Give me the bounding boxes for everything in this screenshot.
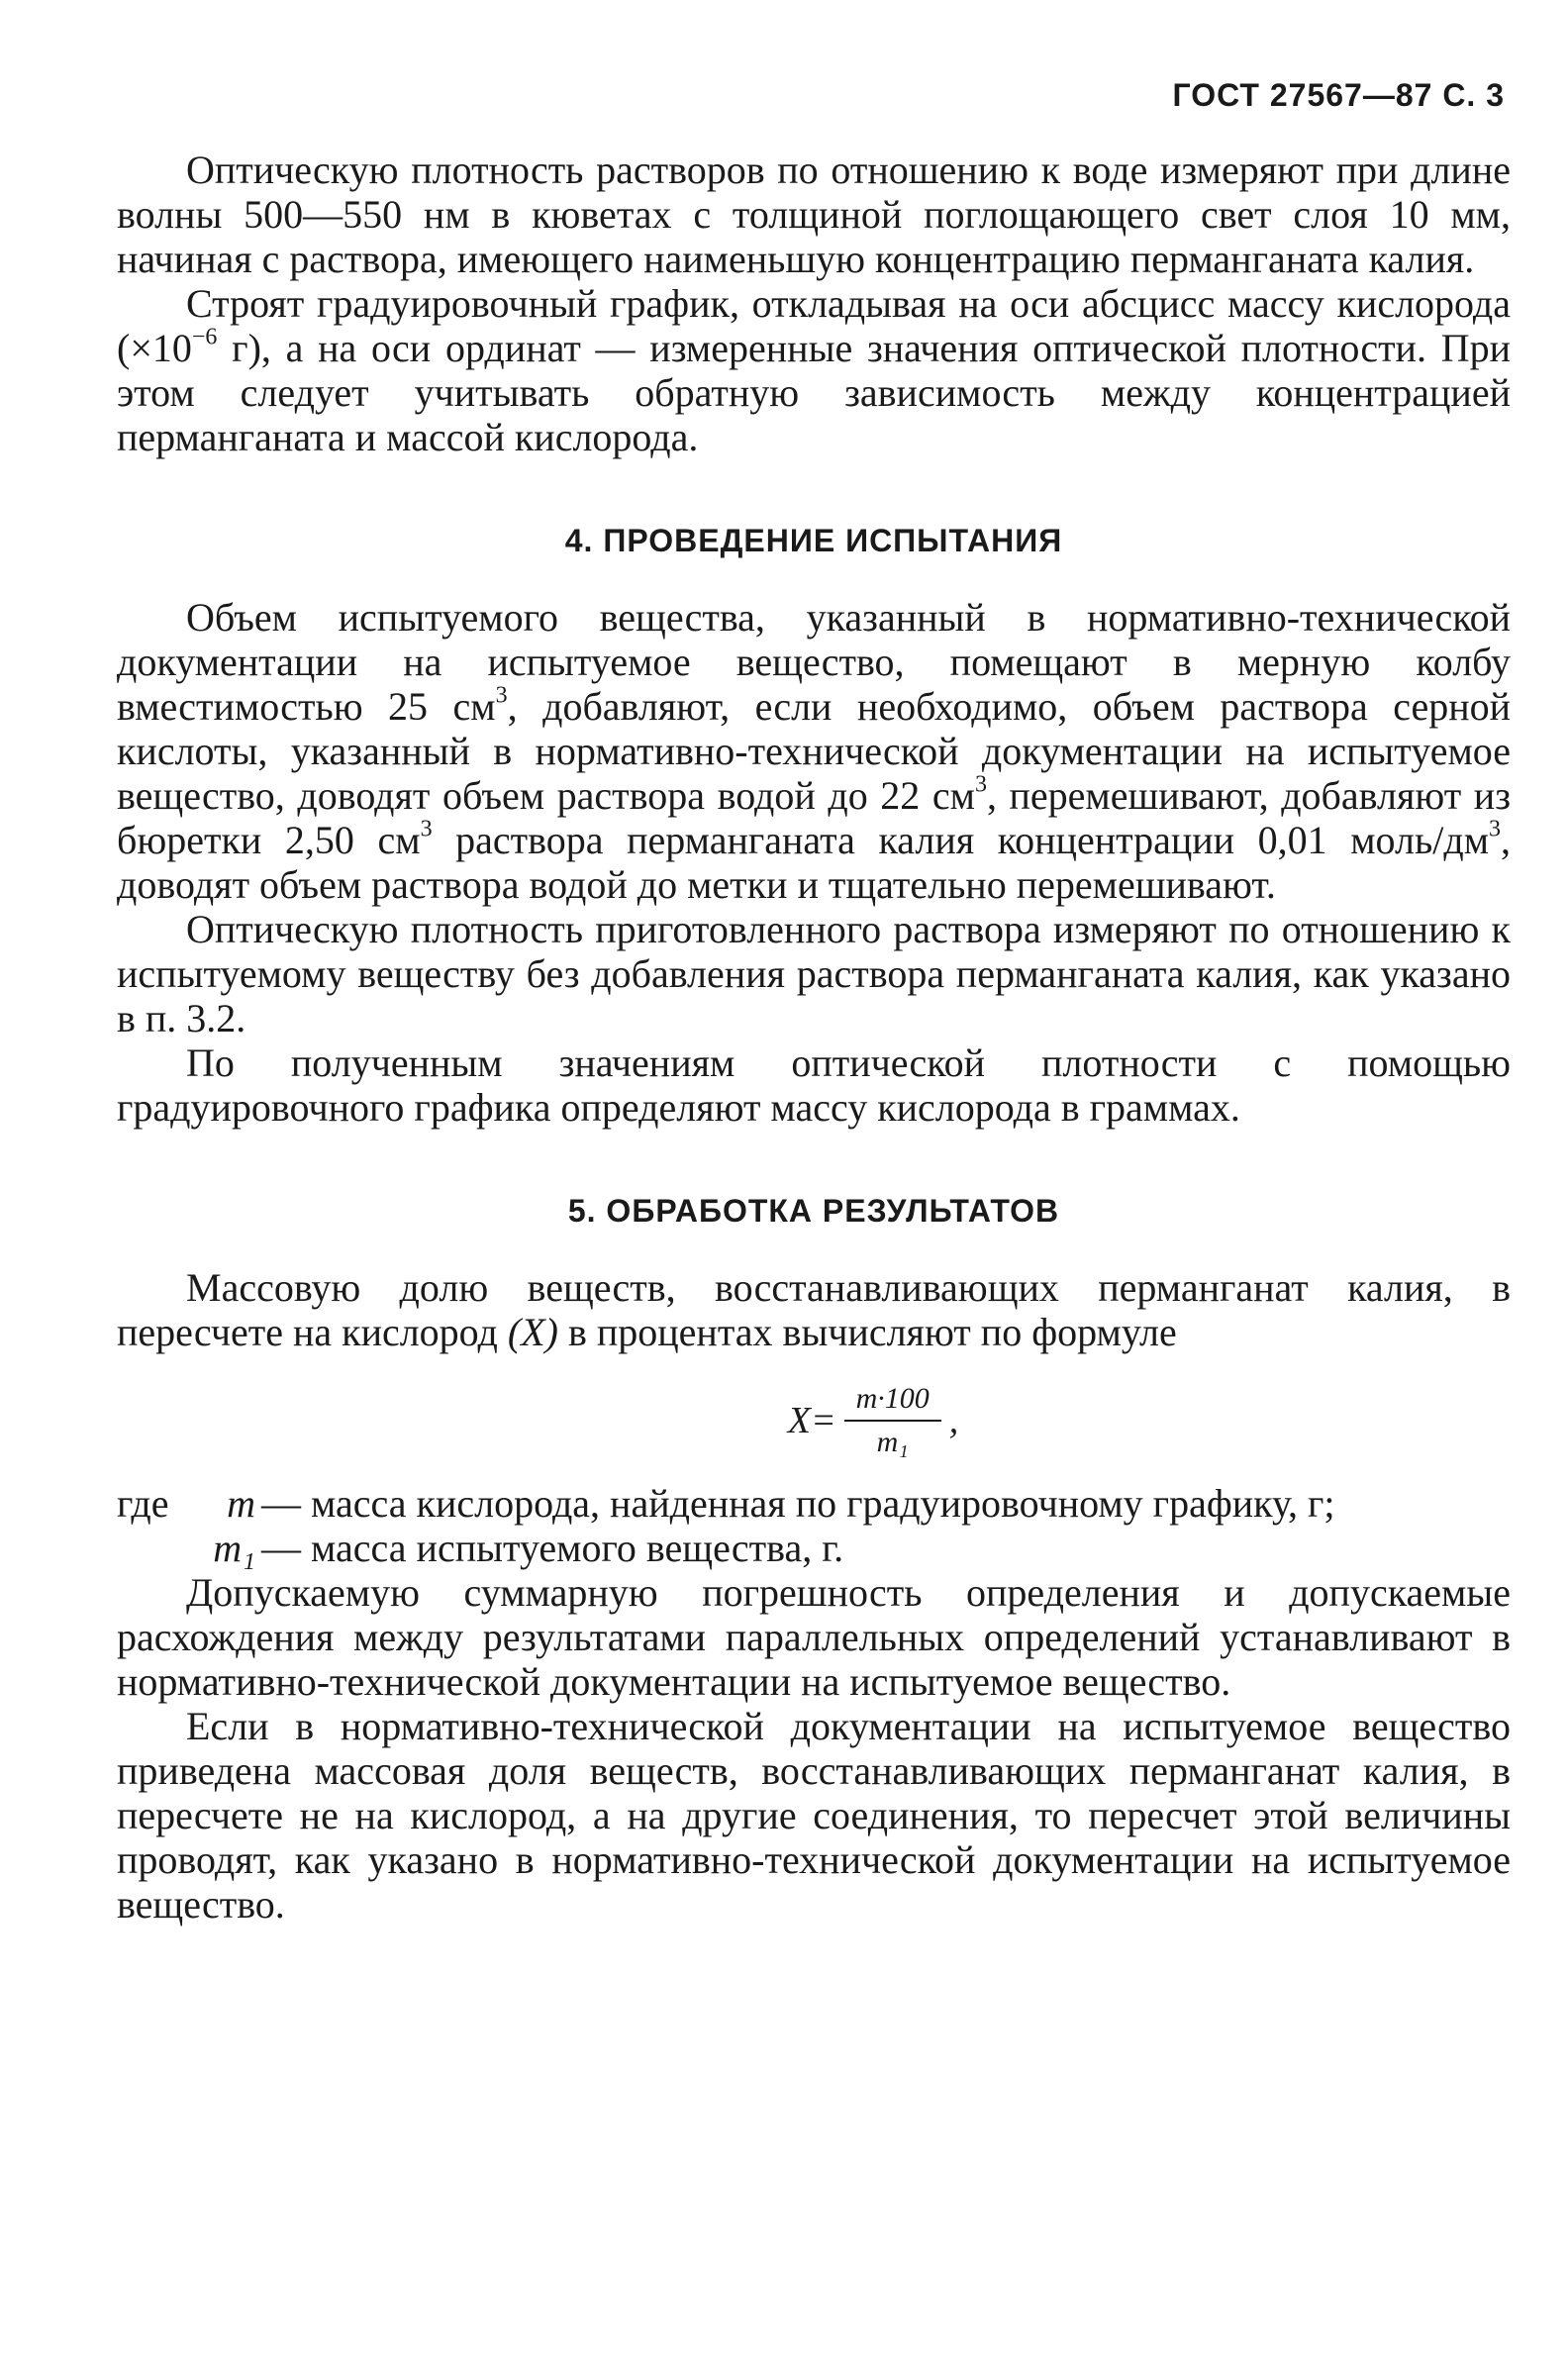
s4-p1-text-b: , добавляют, если необходимо, объем раствора серной кислоты, указанный в нормативно-технической документации на испытуемое вещество, доводят объем раствора водой до 22 см — [117, 684, 1512, 818]
formula-fraction — [844, 1382, 941, 1459]
s4-p1-text-d: раствора перманганата калия концентрации 0,01 моль/дм — [432, 818, 1489, 862]
intro-p2-text-b: г), а на оси ординат — измеренные значения оптической плотности. При этом следует учитывать обратную зависимость между концентрацией перманганата и массой кислорода. — [117, 326, 1511, 459]
s5-p1-text-b: в процентах вычисляют по формуле — [557, 1310, 1177, 1354]
s4-p1-text-a: Объем испытуемого вещества, указанный в нормативно-технической документации на испытуемое вещество, помещают в мерную колбу вместимостью 25 см — [117, 595, 1511, 729]
legend-text-m: — масса кислорода, найденная по градуировочному графику, г; — [261, 1481, 1335, 1526]
superscript-3: 3 — [1489, 816, 1501, 842]
s4-p1-text-e: , доводят объем раствора водой до метки и тщательно перемешивают. — [117, 818, 1511, 907]
formula-trail: , — [948, 1400, 959, 1441]
formula-lhs: X= — [787, 1400, 836, 1441]
intro-paragraph-1: Оптическую плотность растворов по отношению к воде измеряют при длине волны 500—550 нм в кюветах с толщиной поглощающего свет слоя 10 мм, начиная с раствора, имеющего наименьшую концентрацию перманганата калия. — [117, 148, 1511, 281]
legend-symbol-m: m — [227, 1481, 255, 1526]
intro-p2-text-a: Строят градуировочный график, откладывая на оси абсцисс массу кислорода (×10 — [117, 281, 1511, 370]
legend-text-m1: — масса испытуемого вещества, г. — [261, 1526, 844, 1570]
superscript-3: 3 — [420, 816, 433, 842]
s4-p1-text-c: , перемешивают, добавляют из бюретки 2,50 см — [117, 773, 1511, 862]
document-page — [117, 77, 1511, 1927]
section-4-paragraph-1 — [117, 595, 1511, 907]
legend-row-m1 — [117, 1526, 1511, 1570]
legend-symbol-m1: m₁ — [213, 1526, 255, 1570]
section-5-paragraph-2: Допускаемую суммарную погрешность определения и допускаемые расхождения между результатами параллельных определений устанавливают в нормативно-технической документации на испытуемое вещество. — [117, 1570, 1511, 1704]
formula-numerator: m·100 — [844, 1382, 941, 1422]
section-4-paragraph-3: По полученным значениям оптической плотности с помощью градуировочного графика определяют массу кислорода в граммах. — [117, 1040, 1511, 1130]
variable-x: (X) — [507, 1310, 558, 1354]
section-4-paragraph-2: Оптическую плотность приготовленного раствора измеряют по отношению к испытуемому веществу без добавления раствора перманганата калия, как указано в п. 3.2. — [117, 907, 1511, 1040]
legend-row-m — [117, 1481, 1511, 1526]
formula-denominator: m₁ — [876, 1426, 909, 1458]
superscript-3: 3 — [974, 771, 987, 798]
section-5-heading: 5. ОБРАБОТКА РЕЗУЛЬТАТОВ — [567, 1193, 1060, 1229]
exponent-superscript: −6 — [191, 324, 218, 350]
intro-paragraph-2 — [117, 281, 1511, 459]
section-5-paragraph-1 — [117, 1265, 1511, 1354]
superscript-3: 3 — [495, 682, 508, 709]
running-header: ГОСТ 27567—87 С. 3 — [1172, 77, 1505, 113]
formula — [117, 1382, 1511, 1459]
section-5-paragraph-3: Если в нормативно-технической документации на испытуемое вещество приведена массовая доля веществ, восстанавливающих перманганат калия, в пересчете не на кислород, а на другие соединения, то пересчет этой величины проводят, как указано в нормативно-технической документации на испытуемое вещество. — [117, 1704, 1511, 1927]
legend-lead: где — [117, 1481, 169, 1526]
section-4-heading: 4. ПРОВЕДЕНИЕ ИСПЫТАНИЯ — [564, 523, 1063, 558]
formula-legend — [117, 1481, 1511, 1570]
s5-p1-text-a: Массовую долю веществ, восстанавливающих перманганат калия, в пересчете на кислород — [117, 1265, 1511, 1354]
